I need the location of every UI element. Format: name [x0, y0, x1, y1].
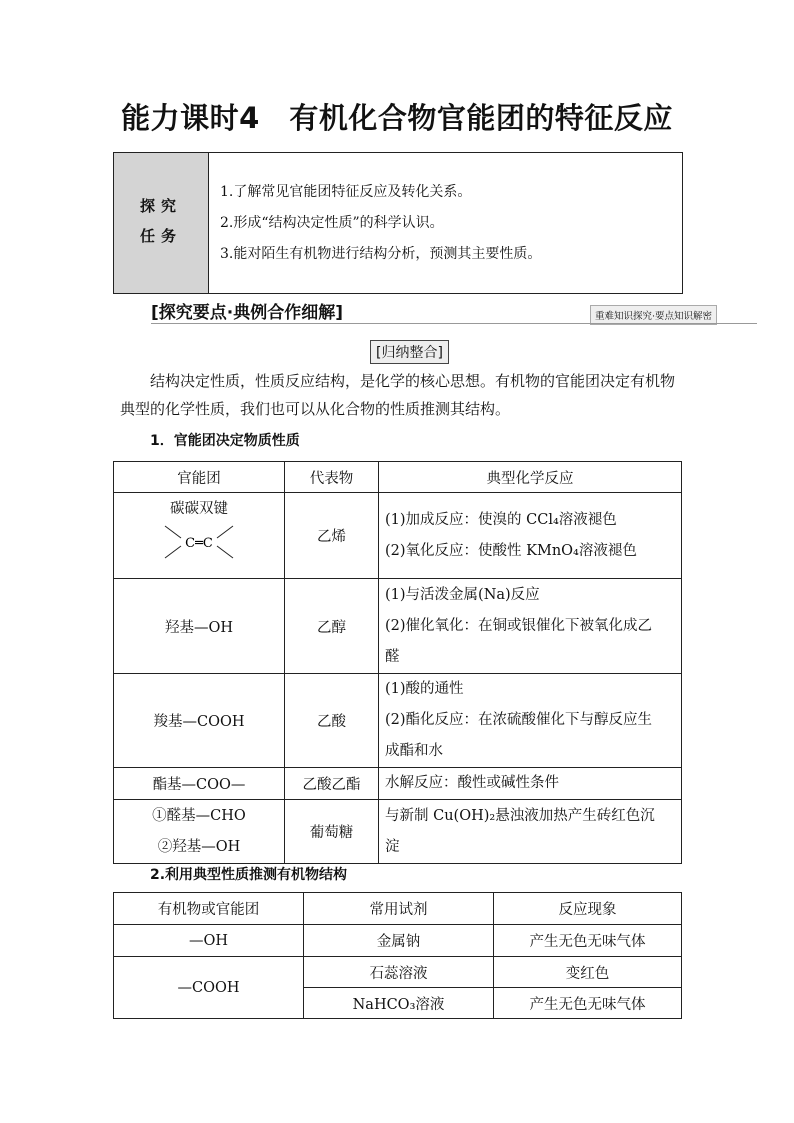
reagent: 金属钠 — [304, 925, 494, 957]
task-item: 1.了解常见官能团特征反应及转化关系。 — [220, 184, 472, 200]
double-bond-structure-icon — [159, 518, 239, 564]
group-name: 碳碳双键 — [170, 501, 228, 517]
section-header: [探究要点·典例合作细解] — [151, 303, 343, 323]
table-header: 代表物 — [285, 462, 379, 493]
table-header: 常用试剂 — [304, 893, 494, 925]
representative: 乙烯 — [285, 493, 379, 579]
reaction-line: 成酯和水 — [385, 743, 443, 759]
table-row — [114, 493, 682, 579]
group-name: ①醛基—CHO — [152, 807, 246, 824]
table-header: 有机物或官能团 — [114, 893, 304, 925]
section-tag: 重难知识探究·要点知识解密 — [590, 305, 717, 325]
group-name: ②羟基—OH — [157, 838, 241, 855]
representative: 乙酸 — [285, 674, 379, 768]
summary-tag: [归纳整合] — [370, 340, 449, 364]
reagent: NaHCO₃溶液 — [304, 988, 494, 1019]
representative: 乙酸乙酯 — [285, 768, 379, 800]
table-row — [114, 674, 682, 768]
page-title: 能力课时4 有机化合物官能团的特征反应 — [121, 101, 673, 135]
phenomenon: 产生无色无味气体 — [494, 988, 682, 1019]
task-items — [220, 177, 541, 270]
reaction-line: 与新制 Cu(OH)₂悬浊液加热产生砖红色沉 — [385, 807, 655, 824]
task-item: 3.能对陌生有机物进行结构分析，预测其主要性质。 — [220, 246, 542, 262]
table-row — [114, 579, 682, 674]
table-row — [114, 925, 682, 957]
group-name: 羧基—COOH — [114, 674, 285, 768]
group-name: —OH — [114, 925, 304, 957]
phenomenon: 变红色 — [494, 957, 682, 988]
table-header: 典型化学反应 — [379, 462, 682, 493]
reaction-line: 水解反应：酸性或碱性条件 — [385, 775, 559, 791]
reaction-line: (2)酯化反应：在浓硫酸催化下与醇反应生 — [385, 712, 653, 728]
reaction-line: (1)酸的通性 — [385, 681, 464, 697]
reaction-line: (1)与活泼金属(Na)反应 — [385, 586, 540, 603]
representative: 乙醇 — [285, 579, 379, 674]
task-label-line1: 探究 — [139, 197, 182, 215]
reaction-line: (2)氧化反应：使酸性 KMnO₄溶液褪色 — [385, 542, 637, 559]
group-name: 羟基—OH — [114, 579, 285, 674]
group-name: —COOH — [114, 957, 304, 1019]
table-row — [114, 800, 682, 864]
reaction-line: 醛 — [385, 648, 400, 665]
reaction-line: (1)加成反应：使溴的 CCl₄溶液褪色 — [385, 511, 617, 528]
reaction-line: (2)催化氧化：在铜或银催化下被氧化成乙 — [385, 617, 653, 634]
heading-1: 1．官能团决定物质性质 — [150, 433, 300, 449]
task-label-cell — [114, 153, 209, 293]
group-name: 酯基—COO— — [114, 768, 285, 800]
phenomenon: 产生无色无味气体 — [494, 925, 682, 957]
table-row — [114, 768, 682, 800]
table-header: 反应现象 — [494, 893, 682, 925]
representative: 葡萄糖 — [285, 800, 379, 864]
task-item: 2.形成“结构决定性质”的科学认识。 — [220, 215, 444, 231]
reagent: 石蕊溶液 — [304, 957, 494, 988]
task-box — [113, 152, 683, 294]
table-row — [114, 957, 682, 988]
functional-group-table — [113, 461, 682, 864]
reaction-line: 淀 — [385, 838, 400, 855]
intro-paragraph: 结构决定性质，性质反应结构，是化学的核心思想。有机物的官能团决定有机物典型的化学性质，我们也可以从化合物的性质推测其结构。 — [120, 372, 676, 418]
table-header: 官能团 — [114, 462, 285, 493]
inference-table — [113, 892, 682, 1019]
task-label-line2: 任务 — [139, 227, 182, 245]
double-bond-label: C═C — [185, 536, 213, 551]
section-divider — [151, 323, 757, 324]
heading-2: 2.利用典型性质推测有机物结构 — [150, 867, 348, 883]
